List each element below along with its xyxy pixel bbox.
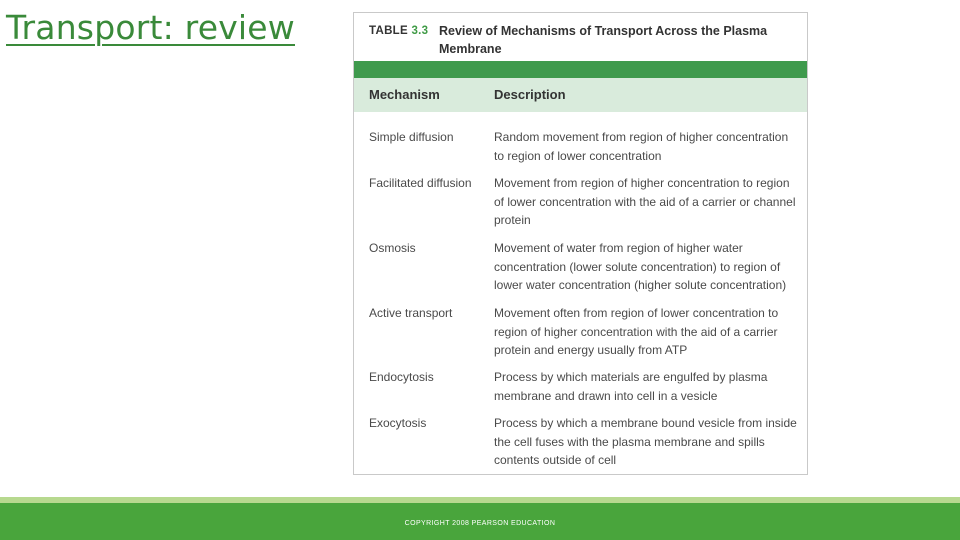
mechanism-cell: Simple diffusion: [369, 130, 454, 144]
table-column-header-row: [354, 78, 807, 112]
copyright-notice: COPYRIGHT 2008 PEARSON EDUCATION: [404, 520, 556, 527]
column-header-mechanism: Mechanism: [369, 87, 440, 102]
description-cell: Process by which a membrane bound vesicle from inside the cell fuses with the plasma membrane and spills contents outside of cell: [494, 416, 797, 468]
description-cell: Movement of water from region of higher water concentration (lower solute concentration) to region of lower water concentration (higher solute concentration): [494, 241, 787, 293]
column-header-description: Description: [494, 87, 566, 102]
table-figure: [353, 12, 808, 475]
description-cell: Process by which materials are engulfed by plasma membrane and drawn into cell in a vesicle: [494, 370, 768, 403]
mechanism-cell: Exocytosis: [369, 416, 427, 430]
table-accent-band: [354, 61, 807, 78]
description-cell: Movement from region of higher concentration to region of lower concentration with the aid of a carrier or channel protein: [494, 176, 796, 228]
description-cell: Movement often from region of lower concentration to region of higher concentration with the aid of a carrier protein and energy usually from ATP: [494, 306, 779, 358]
table-caption: Review of Mechanisms of Transport Across the Plasma Membrane: [439, 24, 768, 56]
table-number-value: 3.3: [411, 25, 429, 37]
slide-title: Transport: review: [6, 8, 295, 47]
mechanism-cell: Active transport: [369, 306, 453, 320]
table-label: TABLE: [369, 25, 408, 37]
mechanism-cell: Facilitated diffusion: [369, 176, 472, 190]
mechanism-cell: Endocytosis: [369, 370, 434, 384]
description-cell: Random movement from region of higher concentration to region of lower concentration: [494, 130, 789, 163]
table-number: [369, 22, 428, 40]
mechanism-cell: Osmosis: [369, 241, 416, 255]
